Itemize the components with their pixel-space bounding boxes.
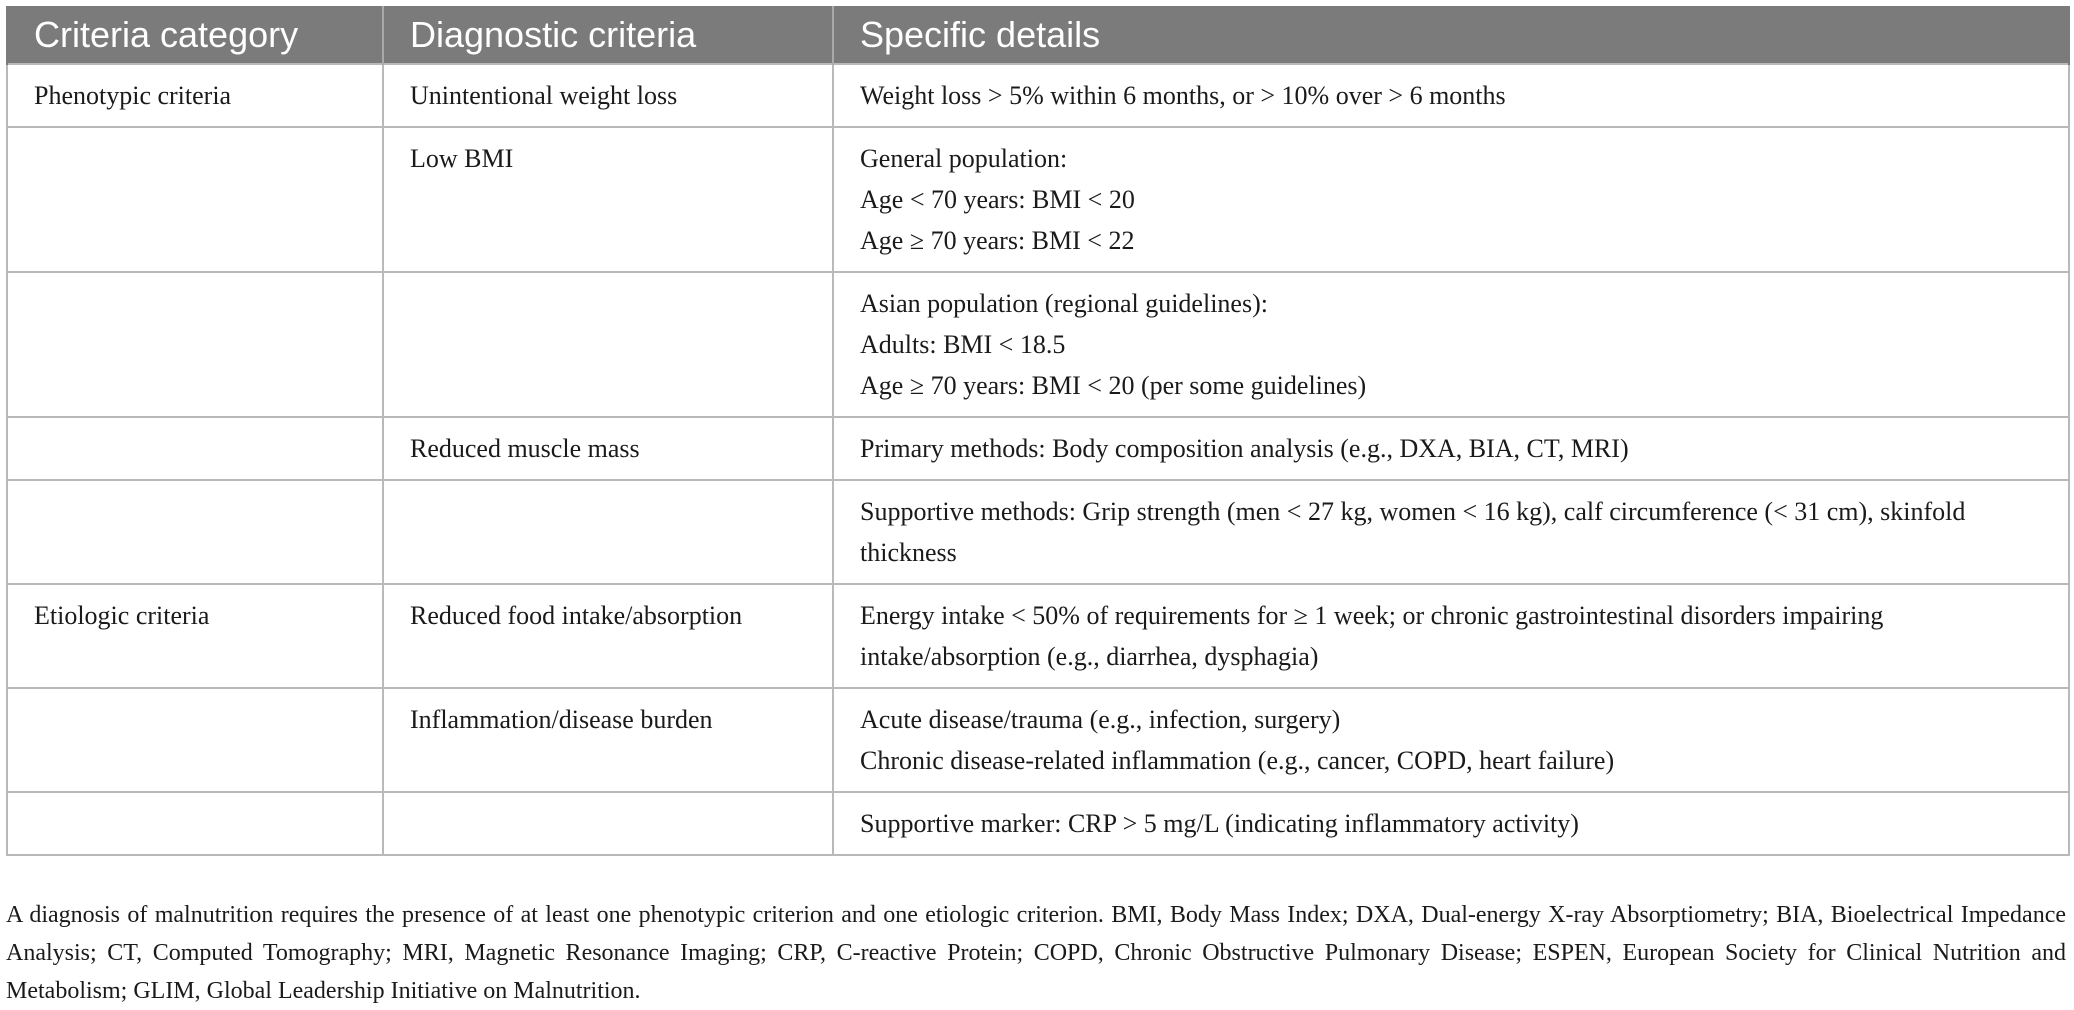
cell-category: Phenotypic criteria [7, 64, 383, 127]
cell-category [7, 272, 383, 417]
detail-line: Supportive marker: CRP > 5 mg/L (indicating inflammatory activity) [860, 809, 1579, 838]
table-row [7, 127, 2069, 272]
detail-line: Energy intake < 50% of requirements for ≥ 1 week; or chronic gastrointestinal disorders impairing intake/absorption (e.g., diarrhea, dysphagia) [860, 601, 1884, 671]
detail-line: Supportive methods: Grip strength (men < 27 kg, women < 16 kg), calf circumference (< 31 cm), skinfold thickness [860, 497, 1966, 567]
cell-details [833, 792, 2069, 855]
table-row [7, 584, 2069, 688]
cell-criteria [383, 792, 833, 855]
cell-category [7, 480, 383, 584]
cell-category: Etiologic criteria [7, 584, 383, 688]
detail-line: Asian population (regional guidelines): [860, 289, 1268, 318]
cell-criteria: Reduced muscle mass [383, 417, 833, 480]
detail-line: Primary methods: Body composition analysis (e.g., DXA, BIA, CT, MRI) [860, 434, 1629, 463]
table-row [7, 480, 2069, 584]
header-diagnostic-criteria: Diagnostic criteria [383, 6, 833, 64]
table-body [7, 64, 2069, 855]
cell-details [833, 64, 2069, 127]
header-row [7, 6, 2069, 64]
table-footnote: A diagnosis of malnutrition requires the presence of at least one phenotypic criterion and one etiologic criterion. BMI, Body Mass Index; DXA, Dual-energy X-ray Absorptiometry; BIA, Bioelectrical Impedance Analysis; CT, Computed Tomography; MRI, Magnetic Resonance Imaging; CRP, C-reactive Protein; COPD, Chronic Obstructive Pulmonary Disease; ESPEN, European Society for Clinical Nutrition and Metabolism; GLIM, Global Leadership Initiative on Malnutrition. [6, 902, 2066, 1004]
cell-criteria: Low BMI [383, 127, 833, 272]
cell-details [833, 688, 2069, 792]
detail-line: Chronic disease-related inflammation (e.g., cancer, COPD, heart failure) [860, 746, 1615, 775]
table-header [7, 6, 2069, 64]
criteria-table [6, 6, 2070, 856]
header-specific-details: Specific details [833, 6, 2069, 64]
table-row [7, 272, 2069, 417]
detail-line: Acute disease/trauma (e.g., infection, surgery) [860, 705, 1341, 734]
criteria-table-container [6, 6, 2068, 856]
detail-line: Weight loss > 5% within 6 months, or > 10% over > 6 months [860, 81, 1506, 110]
detail-line: Adults: BMI < 18.5 [860, 330, 1066, 359]
detail-line: General population: [860, 144, 1068, 173]
detail-line: Age < 70 years: BMI < 20 [860, 185, 1135, 214]
cell-details [833, 480, 2069, 584]
cell-category [7, 417, 383, 480]
cell-criteria [383, 272, 833, 417]
cell-criteria: Reduced food intake/absorption [383, 584, 833, 688]
cell-category [7, 127, 383, 272]
cell-criteria [383, 480, 833, 584]
table-row [7, 417, 2069, 480]
cell-category [7, 688, 383, 792]
cell-details [833, 127, 2069, 272]
detail-line: Age ≥ 70 years: BMI < 20 (per some guidelines) [860, 371, 1367, 400]
header-criteria-category: Criteria category [7, 6, 383, 64]
cell-category [7, 792, 383, 855]
detail-line: Age ≥ 70 years: BMI < 22 [860, 226, 1135, 255]
cell-details [833, 417, 2069, 480]
table-row [7, 792, 2069, 855]
table-row [7, 688, 2069, 792]
cell-criteria: Inflammation/disease burden [383, 688, 833, 792]
table-row [7, 64, 2069, 127]
cell-details [833, 272, 2069, 417]
cell-criteria: Unintentional weight loss [383, 64, 833, 127]
cell-details [833, 584, 2069, 688]
